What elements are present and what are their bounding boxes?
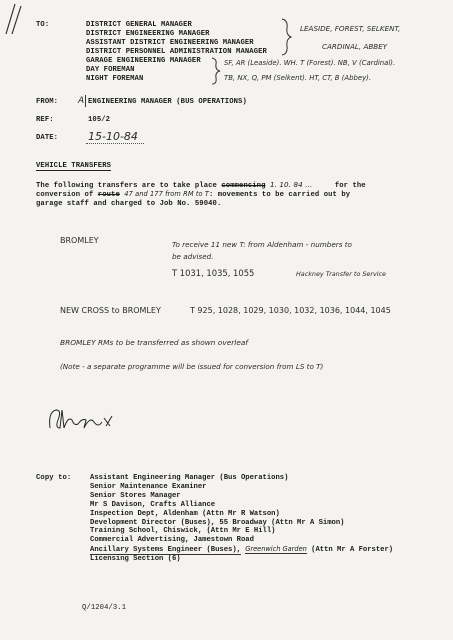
to-label: TO: <box>36 21 50 29</box>
recipient-2: ASSISTANT DISTRICT ENGINEERING MANAGER <box>86 39 254 47</box>
ancillary-b: (Attn Mr A Forster) <box>311 546 394 555</box>
copy-item-0: Assistant Engineering Manager (Bus Operations) <box>90 474 289 482</box>
recipient-3: DISTRICT PERSONNEL ADMINISTRATION MANAGER <box>86 48 267 56</box>
bromley-line-3-note: Hackney Transfer to Service <box>296 270 386 278</box>
bromley-line-1: To receive 11 new T: from Aldenham - numbers to <box>172 240 352 249</box>
ref-label: REF: <box>36 116 54 124</box>
date-label: DATE: <box>36 134 59 142</box>
recipient-4: GARAGE ENGINEERING MANAGER <box>86 57 201 65</box>
ancillary-hw: Greenwich Garden <box>245 545 307 554</box>
bromley-label: BROMLEY <box>60 236 99 245</box>
date-value: 15-10-84 <box>88 130 138 143</box>
copy-item-6: Training School, Chiswick, (Attn Mr E Hill) <box>90 527 276 536</box>
intro-line-3: garage staff and charged to Job No. 59040. <box>36 200 222 208</box>
intro-2b: : movements to be carried out by <box>208 191 351 199</box>
newcross-label: NEW CROSS to BROMLEY <box>60 306 161 315</box>
signature-drawing <box>46 404 118 438</box>
bromley-line-3: T 1031, 1035, 1055 <box>172 268 255 278</box>
ref-value: 105/2 <box>88 116 111 124</box>
handwritten-codes-2: TB, NX, Q, PM (Selkent). HT, CT, B (Abbey). <box>224 74 372 82</box>
intro-2-hw: 47 and 177 from RM to T <box>124 190 209 198</box>
from-value: ENGINEERING MANAGER (BUS OPERATIONS) <box>88 98 247 106</box>
copy-item-ancillary <box>90 545 393 555</box>
date-underline <box>86 143 144 144</box>
transfer-note: (Note - a separate programme will be issued for conversion from LS to T) <box>60 362 324 371</box>
copy-list <box>90 474 393 564</box>
intro-1-struck: commencing <box>221 182 266 190</box>
corner-pen-mark <box>2 2 24 36</box>
from-label: FROM: <box>36 98 59 106</box>
recipient-0: DISTRICT GENERAL MANAGER <box>86 21 192 29</box>
copy-item-4: Inspection Dept, Aldenham (Attn Mr R Watson) <box>90 509 280 518</box>
copy-item-7: Commercial Advertising, Jamestown Road <box>90 536 254 545</box>
intro-2-struck: route <box>97 191 120 199</box>
intro-1-hw: 1. 10. 84 ... <box>269 180 313 189</box>
ancillary-a: Ancillary Systems Engineer (Buses), <box>90 546 241 555</box>
recipient-5: DAY FOREMAN <box>86 66 135 74</box>
copy-item-3: Mr S Davison, Crafts Alliance <box>90 500 216 509</box>
bromley-rms: BROMLEY RMs to be transferred as shown overleaf <box>60 338 249 347</box>
intro-2a: conversion of <box>36 191 94 199</box>
intro-1b: for the <box>334 182 366 190</box>
footer-ref: Q/1204/3.1 <box>82 604 127 612</box>
intro-1a: The following transfers are to take place <box>36 182 217 190</box>
bromley-line-2: be advised. <box>172 252 214 261</box>
copy-label: Copy to: <box>36 474 72 482</box>
newcross-list: T 925, 1028, 1029, 1030, 1032, 1036, 1044, 1045 <box>190 306 391 315</box>
recipient-6: NIGHT FOREMAN <box>86 75 144 83</box>
subject-text: VEHICLE TRANSFERS <box>36 162 112 170</box>
copy-item-5: Development Director (Buses), 55 Broadway (Attn Mr A Simon) <box>90 518 345 527</box>
copy-item-licensing: Licensing Section (6) <box>90 555 181 564</box>
subject-heading <box>36 162 111 171</box>
from-prefix: A <box>78 96 85 106</box>
brace-top <box>280 18 292 56</box>
handwritten-garages-1: LEASIDE, FOREST, SELKENT, <box>300 24 401 33</box>
brace-bottom <box>210 57 222 85</box>
handwritten-codes-1: SF, AR (Leaside). WH. T (Forest). NB, V (Cardinal). <box>224 59 396 67</box>
copy-item-2: Senior Stores Manager <box>90 491 181 500</box>
copy-item-1: Senior Maintenance Examiner <box>90 482 207 491</box>
handwritten-garages-2: CARDINAL, ABBEY <box>322 42 388 51</box>
recipient-1: DISTRICT ENGINEERING MANAGER <box>86 30 210 38</box>
intro-line-2 <box>36 190 350 200</box>
from-bar <box>85 95 86 107</box>
